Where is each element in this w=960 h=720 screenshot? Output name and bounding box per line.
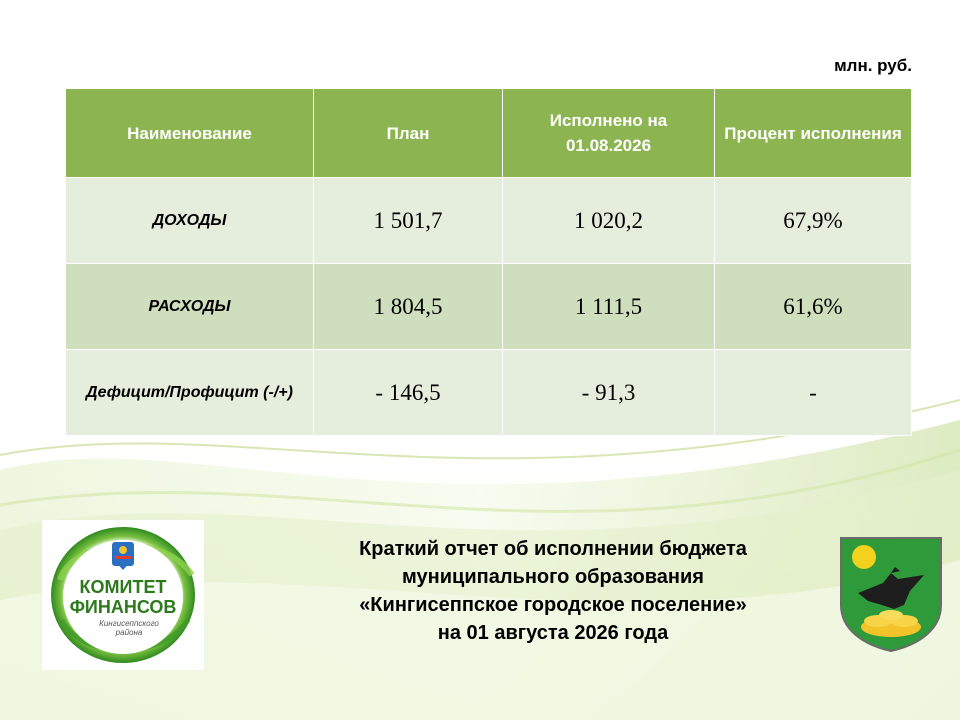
row-executed: 1 020,2 (503, 178, 715, 264)
header-percent: Процент исполнения (715, 89, 912, 178)
logo-line-2: ФИНАНСОВ (69, 597, 177, 617)
caption-line: на 01 августа 2026 года (437, 622, 669, 644)
caption-line: «Кингисеппское городское поселение» (359, 594, 747, 616)
logo-line-4: района (115, 628, 143, 637)
row-plan: 1 804,5 (314, 264, 503, 350)
row-percent: 61,6% (715, 264, 912, 350)
row-name: Дефицит/Профицит (-/+) (66, 350, 314, 436)
row-executed: 1 111,5 (503, 264, 715, 350)
finance-committee-logo-icon (42, 520, 204, 670)
row-name: ДОХОДЫ (66, 178, 314, 264)
row-percent: 67,9% (715, 178, 912, 264)
report-caption (300, 535, 806, 647)
coat-of-arms-icon (838, 535, 944, 653)
table-row (66, 264, 912, 350)
table-header-row (66, 89, 912, 178)
caption-line: муниципального образования (402, 566, 704, 588)
row-plan: 1 501,7 (314, 178, 503, 264)
table-row (66, 350, 912, 436)
row-executed: - 91,3 (503, 350, 715, 436)
finance-committee-logo (42, 520, 204, 670)
header-name: Наименование (66, 89, 314, 178)
units-label: млн. руб. (834, 56, 912, 75)
caption-line: Краткий отчет об исполнении бюджета (359, 538, 747, 560)
budget-table (65, 88, 912, 436)
row-plan: - 146,5 (314, 350, 503, 436)
header-plan: План (314, 89, 503, 178)
row-percent: - (715, 350, 912, 436)
header-executed: Исполнено на 01.08.2026 (503, 89, 715, 178)
table-row (66, 178, 912, 264)
logo-line-1: КОМИТЕТ (79, 577, 167, 597)
row-name: РАСХОДЫ (66, 264, 314, 350)
logo-line-3: Кингисеппского (99, 619, 159, 628)
